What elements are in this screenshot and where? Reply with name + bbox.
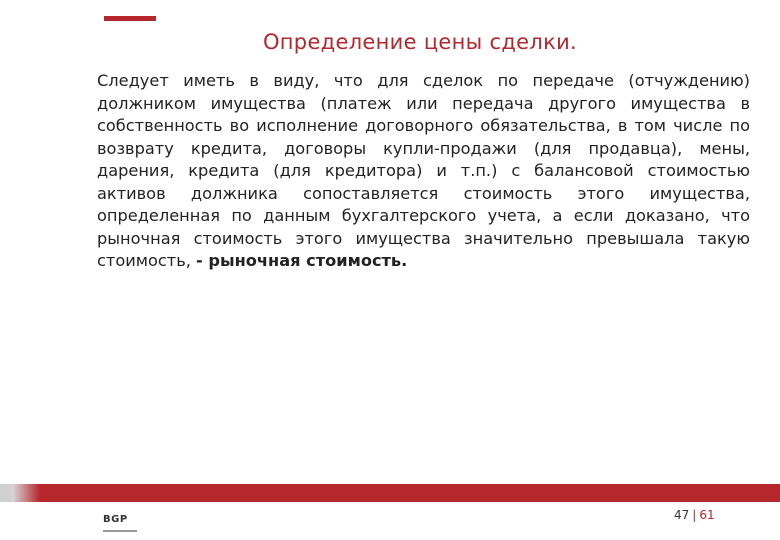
page-total: 61 <box>699 508 715 522</box>
company-logo <box>103 507 143 527</box>
body-text-bold: - рыночная стоимость. <box>196 251 408 270</box>
page-separator: | <box>692 508 697 522</box>
title-accent-bar <box>104 16 156 21</box>
page-current: 47 <box>674 508 690 522</box>
footer-band-fade <box>0 484 12 502</box>
footer-band <box>0 484 780 502</box>
slide-body <box>97 70 750 273</box>
slide-title: Определение цены сделки. <box>262 30 578 54</box>
page-number <box>674 508 715 522</box>
logo-underline <box>103 530 137 532</box>
logo-text: BGP <box>103 514 128 525</box>
body-text-regular: Следует иметь в виду, что для сделок по передаче (отчуждению) должником имущества (платеж или передача другого имущества в собственность во исполнение договорного обязательства, в том числе по возврату кредита, договоры купли-продажи (для продавца), мены, дарения, кредита (для кредитора) и т.п.) с балансовой стоимостью активов должника сопоставляется стоимость этого имущества, определенная по данным бухгалтерского учета, а если доказано, что рыночная стоимость этого имущества значительно превышала такую стоимость, <box>97 71 750 270</box>
